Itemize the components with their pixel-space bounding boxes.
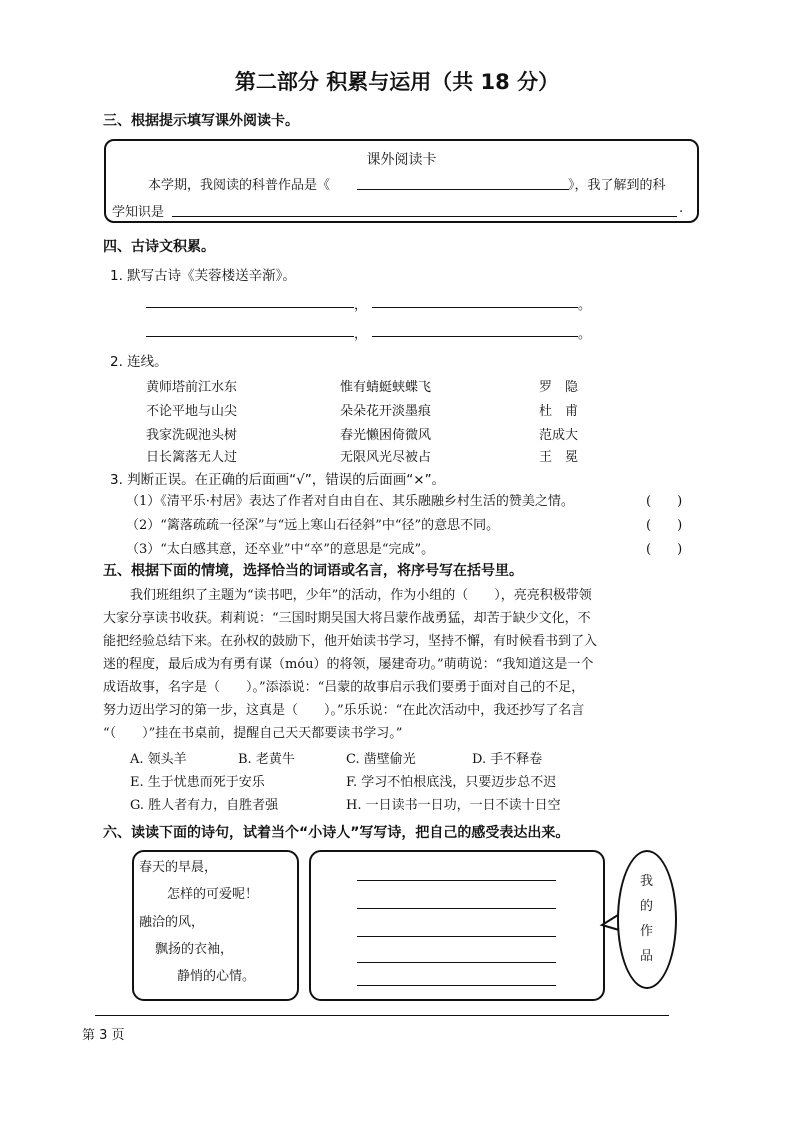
judge-answer-paren[interactable]: ( ) <box>646 494 683 509</box>
poem-line: 怎样的可爱呢！ <box>167 887 259 902</box>
judge-answer-paren[interactable]: ( ) <box>646 518 683 533</box>
option-item[interactable]: B. 老黄牛 <box>238 752 295 767</box>
match-author-item[interactable]: 王 冕 <box>539 450 579 465</box>
option-item[interactable]: F. 学习不怕根底浅，只要迈步总不迟 <box>346 775 557 790</box>
match-left-item[interactable]: 黄师塔前江水东 <box>146 380 238 395</box>
reading-card-line1-suffix: 》，我了解到的科 <box>568 178 666 193</box>
section-3-heading: 三、根据提示填写课外阅读卡。 <box>103 113 299 129</box>
match-middle-item[interactable]: 惟有蜻蜓蛱蝶飞 <box>340 380 432 395</box>
match-author-item[interactable]: 范成大 <box>539 428 579 443</box>
judge-statement: （1）《清平乐·村居》表达了作者对自由自在、其乐融融乡村生活的赞美之情。 <box>126 494 574 509</box>
reading-card-line2-prefix: 学知识是 <box>112 205 165 220</box>
match-author-item[interactable]: 罗 隐 <box>539 380 579 395</box>
reading-card-title: 课外阅读卡 <box>366 152 437 168</box>
match-author-item[interactable]: 杜 甫 <box>539 404 579 419</box>
question-4-2: 2. 连线。 <box>110 354 168 370</box>
poem-line: 静悄的心情。 <box>177 969 256 984</box>
poem-line: 春天的早晨， <box>139 860 218 875</box>
match-left-item[interactable]: 日长篱落无人过 <box>146 450 238 465</box>
option-item[interactable]: A. 领头羊 <box>130 752 187 767</box>
my-work-char: 我 <box>640 874 654 889</box>
question-4-3: 3. 判断正误。在正确的后面画“√”，错误的后面画“×”。 <box>110 472 446 488</box>
match-middle-item[interactable]: 春光懒困倚微风 <box>340 428 432 443</box>
judge-answer-paren[interactable]: ( ) <box>646 542 683 557</box>
scenario-text-line: 努力迈出学习的第一步，这真是（ ）。”乐乐说：“在此次活动中，我还抄写了名言 <box>103 703 585 718</box>
scenario-text-line: 成语故事，名字是（ ）。”添添说：“吕蒙的故事启示我们要勇于面对自己的不足， <box>103 680 585 695</box>
footer-divider <box>95 1015 669 1016</box>
page-title: 第二部分 积累与运用（共 18 分） <box>234 70 560 94</box>
poem-line: 飘扬的衣袖， <box>155 942 234 957</box>
option-item[interactable]: G. 胜人者有力，自胜者强 <box>130 798 279 813</box>
reading-card-line1-prefix: 本学期，我阅读的科普作品是《 <box>148 178 331 193</box>
scenario-text-line: 能把经验总结下来。在孙权的鼓励下，他开始读书学习，坚持不懈，有时候看书到了入 <box>103 634 598 649</box>
my-work-char: 的 <box>640 899 654 914</box>
judge-statement: （3）“太白感其意，还卒业”中“卒”的意思是“完成”。 <box>126 542 435 557</box>
my-work-char: 作 <box>640 924 654 939</box>
match-left-item[interactable]: 不论平地与山尖 <box>146 404 238 419</box>
judge-statement: （2）“篱落疏疏一径深”与“远上寒山石径斜”中“径”的意思不同。 <box>126 518 500 533</box>
section-5-heading: 五、根据下面的情境，选择恰当的词语或名言，将序号写在括号里。 <box>103 563 523 579</box>
poem-line: 融洽的风， <box>139 915 205 930</box>
scenario-text-line: 大家分享读书收获。莉莉说：“三国时期吴国大将吕蒙作战勇猛，却苦于缺少文化，不 <box>103 611 591 626</box>
comma-mark: ， <box>354 298 368 313</box>
option-item[interactable]: H. 一日读书一日功，一日不读十日空 <box>346 798 561 813</box>
match-middle-item[interactable]: 朵朵花开淡墨痕 <box>340 404 432 419</box>
scenario-text-line: “（ ）”挂在书桌前，提醒自己天天都要读书学习。” <box>103 726 403 741</box>
option-item[interactable]: C. 凿壁偷光 <box>346 752 416 767</box>
period-mark: 。 <box>578 298 592 313</box>
question-4-1: 1. 默写古诗《芙蓉楼送辛渐》。 <box>110 268 296 284</box>
scenario-text-line: 我们班组织了主题为“读书吧，少年”的活动，作为小组的（ ），亮亮积极带领 <box>130 588 592 603</box>
section-4-heading: 四、古诗文积累。 <box>103 239 215 255</box>
period-mark: 。 <box>578 327 592 342</box>
scenario-text-line: 迷的程度，最后成为有勇有谋（móu）的将领，屡建奇功。”萌萌说：“我知道这是一个 <box>103 657 594 672</box>
match-left-item[interactable]: 我家洗砚池头树 <box>146 428 238 443</box>
comma-mark: ， <box>354 327 368 342</box>
match-middle-item[interactable]: 无限风光尽被占 <box>340 450 432 465</box>
reading-card-end-dot: . <box>679 201 684 216</box>
section-6-heading: 六、读读下面的诗句，试着当个“小诗人”写写诗，把自己的感受表达出来。 <box>103 825 570 841</box>
my-work-char: 品 <box>640 949 654 964</box>
option-item[interactable]: D. 手不释卷 <box>472 752 543 767</box>
option-item[interactable]: E. 生于忧患而死于安乐 <box>130 775 265 790</box>
my-work-bubble <box>617 850 677 989</box>
page-number: 第 3 页 <box>82 1028 125 1043</box>
